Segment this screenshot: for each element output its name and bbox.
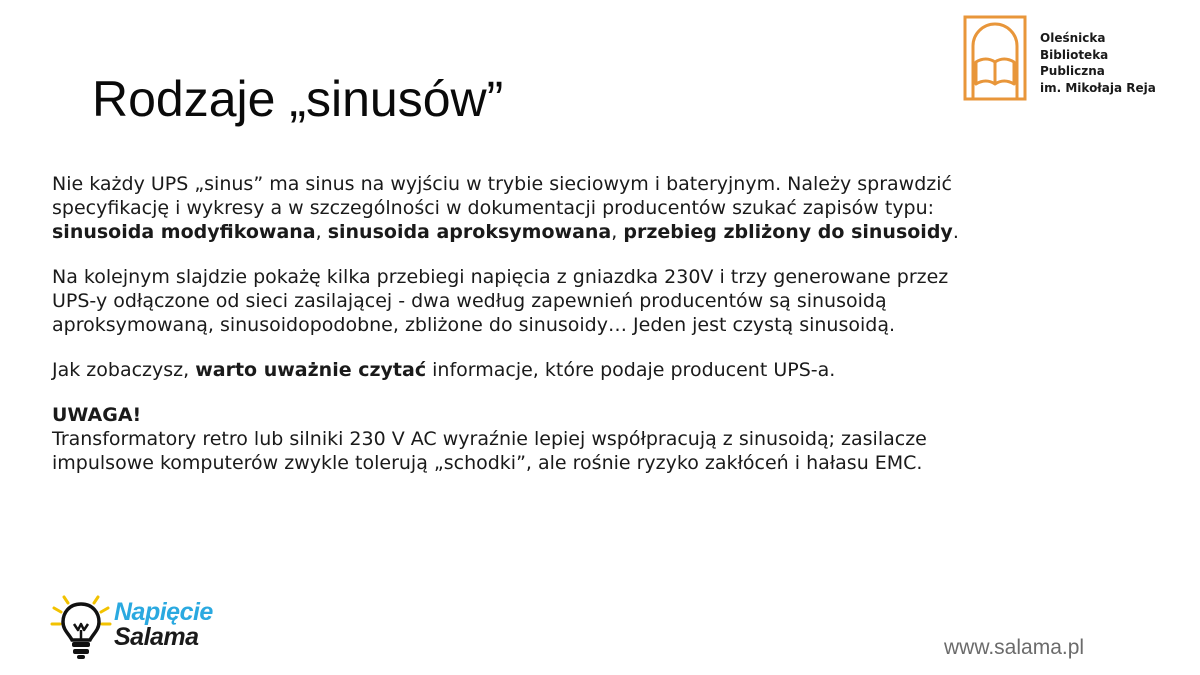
text-line: Nie każdy UPS „sinus” ma sinus na wyjściu w trybie sieciowym i bateryjnym. Należy sprawdzić: [52, 173, 952, 195]
brand-logo: [50, 594, 230, 660]
brand-word-salama: Salama: [114, 623, 199, 651]
library-name-line: Biblioteka: [1040, 47, 1109, 62]
library-name: [1040, 30, 1156, 96]
brand-wordmark: [114, 600, 213, 650]
term-modified-sine: sinusoida modyfikowana: [52, 221, 316, 243]
text-line: [52, 220, 1152, 244]
book-arch-icon: [962, 14, 1028, 102]
text-line: Transformatory retro lub silniki 230 V AC wyraźnie lepiej współpracują z sinusoidą; zasilacze: [52, 428, 927, 450]
advice-after: informacje, które podaje producent UPS-a.: [426, 359, 836, 381]
separator: ,: [611, 221, 624, 243]
text-line: Na kolejnym slajdzie pokażę kilka przebiegi napięcia z gniazdka 230V i trzy generowane przez: [52, 266, 949, 288]
brand-word-napiecie: Napięcie: [114, 598, 213, 626]
term-approximated-sine: sinusoida aproksymowana: [327, 221, 612, 243]
advice-before: Jak zobaczysz,: [52, 359, 196, 381]
library-logo: [962, 14, 1190, 104]
paragraph-advice: [52, 358, 1152, 382]
text-line: UPS-y odłączone od sieci zasilającej - dwa według zapewnień producentów są sinusoidą: [52, 290, 887, 312]
text-line: aproksymowaną, sinusoidopodobne, zbliżone do sinusoidy… Jeden jest czystą sinusoidą.: [52, 314, 896, 336]
separator: ,: [315, 221, 328, 243]
library-name-line: Publiczna: [1040, 64, 1105, 78]
text-line: specyfikację i wykresy a w szczególności w dokumentacji producentów szukać zapisów typu:: [52, 197, 935, 219]
text-line: impulsowe komputerów zwykle tolerują „schodki”, ale rośnie ryzyko zakłóceń i hałasu EMC.: [52, 452, 923, 474]
library-name-line: Oleśnicka: [1040, 31, 1106, 45]
paragraph-next-slide: [52, 265, 1152, 337]
slide-body: [52, 172, 1152, 496]
paragraph-intro: [52, 172, 1152, 244]
library-name-line: im. Mikołaja Reja: [1040, 80, 1156, 95]
slide-title: Rodzaje „sinusów”: [92, 71, 504, 127]
warning-heading: UWAGA!: [52, 404, 142, 426]
advice-bold: warto uważnie czytać: [195, 359, 427, 381]
term-near-sine: przebieg zbliżony do sinusoidy: [623, 221, 953, 243]
line-end: .: [952, 221, 959, 243]
text-line: [52, 358, 1152, 382]
paragraph-warning: [52, 403, 1152, 475]
footer-url: www.salama.pl: [944, 636, 1085, 659]
lightbulb-icon: [50, 594, 112, 660]
